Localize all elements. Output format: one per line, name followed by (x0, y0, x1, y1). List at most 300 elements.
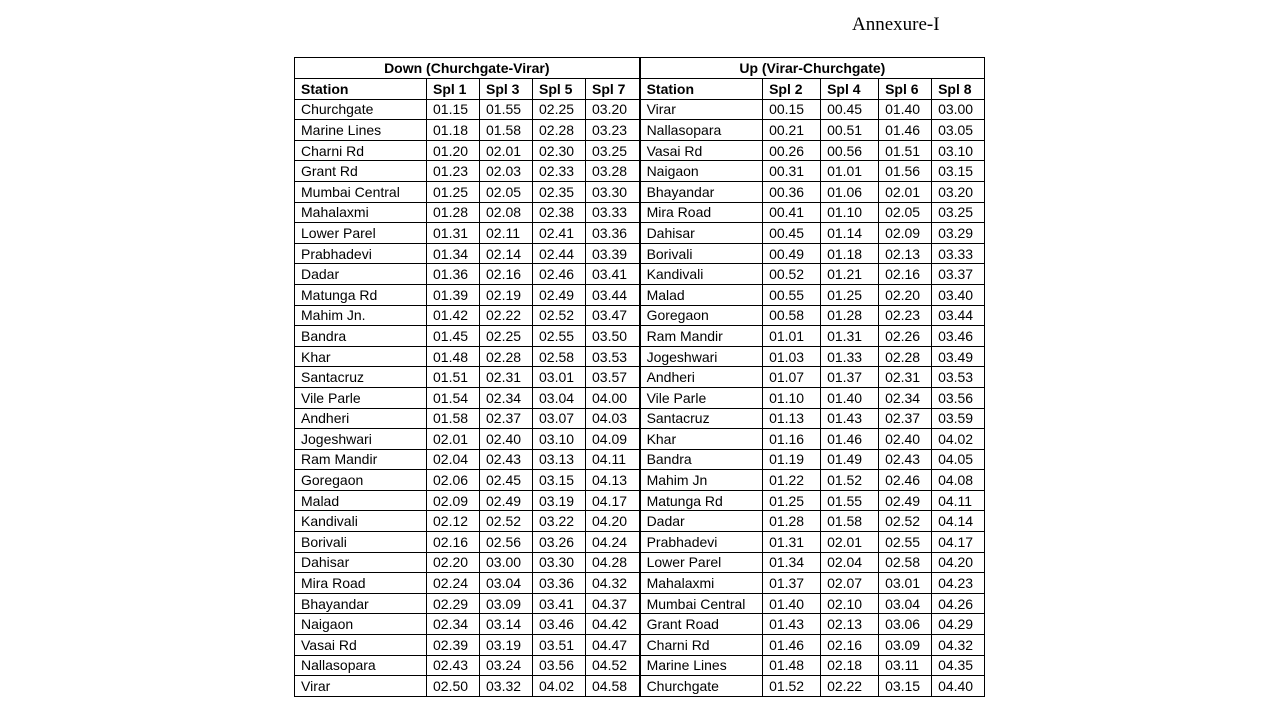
up-time-cell: 04.26 (932, 593, 985, 614)
table-row (295, 490, 985, 511)
table-row (295, 655, 985, 676)
table-row (295, 532, 985, 553)
down-station-cell: Borivali (295, 532, 427, 553)
table-row (295, 305, 985, 326)
up-time-cell: 02.55 (879, 532, 932, 553)
down-time-cell: 03.00 (480, 552, 533, 573)
down-station-cell: Ram Mandir (295, 449, 427, 470)
table-row (295, 593, 985, 614)
table-row (295, 470, 985, 491)
up-time-cell: 03.04 (879, 593, 932, 614)
down-time-cell: 03.32 (480, 676, 533, 697)
down-station-cell: Dadar (295, 264, 427, 285)
up-time-cell: 03.46 (932, 326, 985, 347)
table-row (295, 429, 985, 450)
timetable-body (295, 99, 985, 696)
down-time-cell: 03.50 (586, 326, 640, 347)
up-time-cell: 00.26 (763, 140, 821, 161)
up-time-cell: 02.28 (879, 346, 932, 367)
up-time-cell: 02.05 (879, 202, 932, 223)
down-station-cell: Churchgate (295, 99, 427, 120)
down-time-cell: 03.30 (533, 552, 586, 573)
down-time-cell: 01.55 (480, 99, 533, 120)
up-time-cell: 04.05 (932, 449, 985, 470)
down-spl-1-header: Spl 1 (427, 79, 480, 100)
up-station-cell: Jogeshwari (640, 346, 763, 367)
down-time-cell: 03.20 (586, 99, 640, 120)
table-row (295, 614, 985, 635)
down-time-cell: 03.23 (586, 120, 640, 141)
up-time-cell: 02.07 (821, 573, 879, 594)
down-time-cell: 03.15 (533, 470, 586, 491)
table-row (295, 120, 985, 141)
up-time-cell: 00.49 (763, 243, 821, 264)
down-station-cell: Nallasopara (295, 655, 427, 676)
up-time-cell: 01.25 (763, 490, 821, 511)
down-time-cell: 03.33 (586, 202, 640, 223)
down-time-cell: 01.25 (427, 181, 480, 202)
up-time-cell: 04.40 (932, 676, 985, 697)
down-station-cell: Bhayandar (295, 593, 427, 614)
up-time-cell: 01.52 (821, 470, 879, 491)
up-station-cell: Mumbai Central (640, 593, 763, 614)
up-time-cell: 04.14 (932, 511, 985, 532)
up-station-cell: Santacruz (640, 408, 763, 429)
down-station-cell: Naigaon (295, 614, 427, 635)
down-time-cell: 02.29 (427, 593, 480, 614)
down-station-cell: Marine Lines (295, 120, 427, 141)
up-time-cell: 02.16 (879, 264, 932, 285)
down-time-cell: 02.34 (427, 614, 480, 635)
down-time-cell: 03.26 (533, 532, 586, 553)
up-time-cell: 02.13 (879, 243, 932, 264)
down-time-cell: 03.24 (480, 655, 533, 676)
down-time-cell: 01.15 (427, 99, 480, 120)
up-time-cell: 03.10 (932, 140, 985, 161)
down-station-cell: Charni Rd (295, 140, 427, 161)
down-time-cell: 03.07 (533, 408, 586, 429)
up-time-cell: 03.44 (932, 305, 985, 326)
down-time-cell: 02.25 (533, 99, 586, 120)
down-time-cell: 02.28 (533, 120, 586, 141)
down-time-cell: 03.14 (480, 614, 533, 635)
down-time-cell: 02.37 (480, 408, 533, 429)
table-row (295, 635, 985, 656)
up-time-cell: 00.52 (763, 264, 821, 285)
down-station-cell: Goregaon (295, 470, 427, 491)
down-time-cell: 04.37 (586, 593, 640, 614)
up-station-cell: Andheri (640, 367, 763, 388)
up-time-cell: 00.15 (763, 99, 821, 120)
up-time-cell: 01.40 (879, 99, 932, 120)
table-row (295, 181, 985, 202)
up-time-cell: 03.53 (932, 367, 985, 388)
down-time-cell: 03.10 (533, 429, 586, 450)
down-time-cell: 02.33 (533, 161, 586, 182)
up-time-cell: 01.14 (821, 223, 879, 244)
up-time-cell: 01.16 (763, 429, 821, 450)
down-time-cell: 01.34 (427, 243, 480, 264)
up-time-cell: 01.58 (821, 511, 879, 532)
down-time-cell: 02.09 (427, 490, 480, 511)
down-time-cell: 03.30 (586, 181, 640, 202)
down-direction-title: Down (Churchgate-Virar) (295, 58, 640, 79)
down-time-cell: 04.11 (586, 449, 640, 470)
up-time-cell: 01.25 (821, 284, 879, 305)
up-time-cell: 01.21 (821, 264, 879, 285)
down-station-cell: Dahisar (295, 552, 427, 573)
down-time-cell: 04.17 (586, 490, 640, 511)
down-time-cell: 02.11 (480, 223, 533, 244)
down-station-cell: Mumbai Central (295, 181, 427, 202)
table-row (295, 99, 985, 120)
down-time-cell: 01.54 (427, 387, 480, 408)
up-time-cell: 02.01 (879, 181, 932, 202)
up-time-cell: 01.33 (821, 346, 879, 367)
down-time-cell: 02.35 (533, 181, 586, 202)
down-time-cell: 02.03 (480, 161, 533, 182)
up-station-cell: Mahalaxmi (640, 573, 763, 594)
down-time-cell: 02.43 (480, 449, 533, 470)
up-time-cell: 01.31 (763, 532, 821, 553)
up-time-cell: 04.02 (932, 429, 985, 450)
down-station-cell: Bandra (295, 326, 427, 347)
table-row (295, 573, 985, 594)
up-time-cell: 01.18 (821, 243, 879, 264)
up-station-header: Station (640, 79, 763, 100)
up-time-cell: 02.22 (821, 676, 879, 697)
down-station-cell: Vasai Rd (295, 635, 427, 656)
down-time-cell: 04.24 (586, 532, 640, 553)
up-time-cell: 04.29 (932, 614, 985, 635)
up-time-cell: 03.56 (932, 387, 985, 408)
up-station-cell: Marine Lines (640, 655, 763, 676)
up-station-cell: Lower Parel (640, 552, 763, 573)
up-station-cell: Ram Mandir (640, 326, 763, 347)
down-time-cell: 03.19 (480, 635, 533, 656)
down-time-cell: 02.25 (480, 326, 533, 347)
down-time-cell: 03.57 (586, 367, 640, 388)
up-time-cell: 03.20 (932, 181, 985, 202)
table-row (295, 552, 985, 573)
down-time-cell: 02.05 (480, 181, 533, 202)
down-time-cell: 04.03 (586, 408, 640, 429)
table-row (295, 202, 985, 223)
column-header-row (295, 79, 985, 100)
up-time-cell: 01.10 (763, 387, 821, 408)
down-time-cell: 03.19 (533, 490, 586, 511)
down-time-cell: 02.52 (533, 305, 586, 326)
down-spl-3-header: Spl 3 (480, 79, 533, 100)
down-time-cell: 04.13 (586, 470, 640, 491)
up-time-cell: 02.52 (879, 511, 932, 532)
up-time-cell: 01.52 (763, 676, 821, 697)
up-station-cell: Goregaon (640, 305, 763, 326)
up-time-cell: 02.10 (821, 593, 879, 614)
down-time-cell: 03.28 (586, 161, 640, 182)
down-station-cell: Mira Road (295, 573, 427, 594)
up-spl-6-header: Spl 6 (879, 79, 932, 100)
down-time-cell: 02.31 (480, 367, 533, 388)
down-time-cell: 01.31 (427, 223, 480, 244)
up-time-cell: 03.15 (932, 161, 985, 182)
up-time-cell: 03.37 (932, 264, 985, 285)
down-time-cell: 01.36 (427, 264, 480, 285)
up-time-cell: 00.58 (763, 305, 821, 326)
up-time-cell: 00.51 (821, 120, 879, 141)
down-time-cell: 03.13 (533, 449, 586, 470)
down-time-cell: 03.41 (586, 264, 640, 285)
down-time-cell: 02.16 (480, 264, 533, 285)
down-time-cell: 04.09 (586, 429, 640, 450)
down-station-cell: Mahim Jn. (295, 305, 427, 326)
down-time-cell: 01.58 (480, 120, 533, 141)
up-time-cell: 02.16 (821, 635, 879, 656)
up-station-cell: Mira Road (640, 202, 763, 223)
up-time-cell: 00.56 (821, 140, 879, 161)
up-station-cell: Kandivali (640, 264, 763, 285)
down-time-cell: 02.44 (533, 243, 586, 264)
up-time-cell: 02.20 (879, 284, 932, 305)
up-station-cell: Malad (640, 284, 763, 305)
down-station-cell: Mahalaxmi (295, 202, 427, 223)
up-time-cell: 01.43 (763, 614, 821, 635)
up-time-cell: 01.49 (821, 449, 879, 470)
up-station-cell: Mahim Jn (640, 470, 763, 491)
up-time-cell: 04.17 (932, 532, 985, 553)
up-time-cell: 02.49 (879, 490, 932, 511)
up-station-cell: Khar (640, 429, 763, 450)
table-row (295, 449, 985, 470)
down-time-cell: 04.02 (533, 676, 586, 697)
down-time-cell: 03.01 (533, 367, 586, 388)
down-station-cell: Vile Parle (295, 387, 427, 408)
down-time-cell: 02.50 (427, 676, 480, 697)
down-time-cell: 02.16 (427, 532, 480, 553)
down-time-cell: 02.49 (480, 490, 533, 511)
down-time-cell: 03.44 (586, 284, 640, 305)
up-time-cell: 02.26 (879, 326, 932, 347)
down-time-cell: 03.46 (533, 614, 586, 635)
table-row (295, 243, 985, 264)
down-station-cell: Matunga Rd (295, 284, 427, 305)
down-time-cell: 02.01 (427, 429, 480, 450)
up-time-cell: 02.40 (879, 429, 932, 450)
up-time-cell: 01.03 (763, 346, 821, 367)
down-time-cell: 03.56 (533, 655, 586, 676)
up-time-cell: 03.59 (932, 408, 985, 429)
up-spl-2-header: Spl 2 (763, 79, 821, 100)
down-time-cell: 03.36 (586, 223, 640, 244)
down-station-cell: Kandivali (295, 511, 427, 532)
table-row (295, 223, 985, 244)
down-time-cell: 04.20 (586, 511, 640, 532)
up-direction-title: Up (Virar-Churchgate) (640, 58, 985, 79)
up-spl-4-header: Spl 4 (821, 79, 879, 100)
up-station-cell: Virar (640, 99, 763, 120)
down-time-cell: 01.18 (427, 120, 480, 141)
up-time-cell: 01.46 (821, 429, 879, 450)
down-time-cell: 03.22 (533, 511, 586, 532)
direction-header-row (295, 58, 985, 79)
down-time-cell: 02.49 (533, 284, 586, 305)
down-time-cell: 04.52 (586, 655, 640, 676)
up-time-cell: 01.40 (821, 387, 879, 408)
up-time-cell: 00.31 (763, 161, 821, 182)
up-station-cell: Charni Rd (640, 635, 763, 656)
up-time-cell: 00.55 (763, 284, 821, 305)
up-time-cell: 03.33 (932, 243, 985, 264)
up-time-cell: 02.58 (879, 552, 932, 573)
up-time-cell: 03.15 (879, 676, 932, 697)
up-station-cell: Borivali (640, 243, 763, 264)
up-time-cell: 04.11 (932, 490, 985, 511)
up-station-cell: Dadar (640, 511, 763, 532)
up-station-cell: Prabhadevi (640, 532, 763, 553)
down-time-cell: 03.53 (586, 346, 640, 367)
up-time-cell: 02.34 (879, 387, 932, 408)
up-time-cell: 03.40 (932, 284, 985, 305)
up-time-cell: 03.11 (879, 655, 932, 676)
table-row (295, 511, 985, 532)
down-station-cell: Jogeshwari (295, 429, 427, 450)
down-spl-7-header: Spl 7 (586, 79, 640, 100)
down-time-cell: 02.56 (480, 532, 533, 553)
down-time-cell: 04.58 (586, 676, 640, 697)
down-time-cell: 01.45 (427, 326, 480, 347)
table-row (295, 264, 985, 285)
down-time-cell: 02.04 (427, 449, 480, 470)
up-spl-8-header: Spl 8 (932, 79, 985, 100)
up-time-cell: 03.09 (879, 635, 932, 656)
down-time-cell: 02.34 (480, 387, 533, 408)
up-station-cell: Grant Road (640, 614, 763, 635)
down-time-cell: 01.20 (427, 140, 480, 161)
down-time-cell: 03.51 (533, 635, 586, 656)
up-time-cell: 02.43 (879, 449, 932, 470)
down-time-cell: 04.42 (586, 614, 640, 635)
down-time-cell: 02.20 (427, 552, 480, 573)
table-row (295, 387, 985, 408)
up-time-cell: 00.45 (763, 223, 821, 244)
table-row (295, 284, 985, 305)
table-row (295, 346, 985, 367)
up-time-cell: 02.18 (821, 655, 879, 676)
up-time-cell: 00.41 (763, 202, 821, 223)
up-time-cell: 01.34 (763, 552, 821, 573)
up-station-cell: Matunga Rd (640, 490, 763, 511)
up-station-cell: Vile Parle (640, 387, 763, 408)
up-time-cell: 03.25 (932, 202, 985, 223)
up-time-cell: 01.46 (879, 120, 932, 141)
table-row (295, 676, 985, 697)
up-station-cell: Vasai Rd (640, 140, 763, 161)
down-spl-5-header: Spl 5 (533, 79, 586, 100)
down-time-cell: 01.58 (427, 408, 480, 429)
up-time-cell: 02.37 (879, 408, 932, 429)
down-time-cell: 03.39 (586, 243, 640, 264)
up-time-cell: 01.43 (821, 408, 879, 429)
down-time-cell: 02.24 (427, 573, 480, 594)
annexure-title: Annexure-I (852, 14, 940, 35)
up-time-cell: 02.04 (821, 552, 879, 573)
table-row (295, 367, 985, 388)
down-time-cell: 02.46 (533, 264, 586, 285)
down-time-cell: 02.52 (480, 511, 533, 532)
down-station-cell: Lower Parel (295, 223, 427, 244)
up-time-cell: 02.13 (821, 614, 879, 635)
up-time-cell: 01.07 (763, 367, 821, 388)
up-time-cell: 01.22 (763, 470, 821, 491)
up-time-cell: 03.01 (879, 573, 932, 594)
down-station-cell: Virar (295, 676, 427, 697)
down-time-cell: 02.38 (533, 202, 586, 223)
down-time-cell: 02.22 (480, 305, 533, 326)
down-time-cell: 01.28 (427, 202, 480, 223)
down-time-cell: 02.55 (533, 326, 586, 347)
up-time-cell: 00.45 (821, 99, 879, 120)
down-time-cell: 02.41 (533, 223, 586, 244)
down-time-cell: 03.47 (586, 305, 640, 326)
up-time-cell: 04.08 (932, 470, 985, 491)
up-time-cell: 03.06 (879, 614, 932, 635)
down-time-cell: 02.43 (427, 655, 480, 676)
up-time-cell: 01.01 (763, 326, 821, 347)
table-row (295, 326, 985, 347)
up-time-cell: 01.55 (821, 490, 879, 511)
down-time-cell: 01.23 (427, 161, 480, 182)
down-time-cell: 03.25 (586, 140, 640, 161)
up-time-cell: 01.31 (821, 326, 879, 347)
down-station-cell: Khar (295, 346, 427, 367)
down-time-cell: 02.40 (480, 429, 533, 450)
down-time-cell: 02.06 (427, 470, 480, 491)
up-time-cell: 01.40 (763, 593, 821, 614)
timetable (294, 57, 985, 697)
up-station-cell: Nallasopara (640, 120, 763, 141)
down-time-cell: 01.42 (427, 305, 480, 326)
up-time-cell: 01.46 (763, 635, 821, 656)
up-time-cell: 04.35 (932, 655, 985, 676)
up-time-cell: 01.56 (879, 161, 932, 182)
down-time-cell: 03.09 (480, 593, 533, 614)
up-time-cell: 02.01 (821, 532, 879, 553)
up-time-cell: 01.19 (763, 449, 821, 470)
up-time-cell: 00.36 (763, 181, 821, 202)
down-station-cell: Prabhadevi (295, 243, 427, 264)
down-time-cell: 02.30 (533, 140, 586, 161)
up-time-cell: 01.37 (763, 573, 821, 594)
down-station-cell: Malad (295, 490, 427, 511)
table-row (295, 161, 985, 182)
up-time-cell: 01.37 (821, 367, 879, 388)
down-time-cell: 03.36 (533, 573, 586, 594)
down-time-cell: 02.39 (427, 635, 480, 656)
down-station-cell: Andheri (295, 408, 427, 429)
up-time-cell: 01.28 (821, 305, 879, 326)
table-row (295, 140, 985, 161)
down-time-cell: 01.39 (427, 284, 480, 305)
down-station-cell: Grant Rd (295, 161, 427, 182)
up-time-cell: 04.32 (932, 635, 985, 656)
up-time-cell: 03.29 (932, 223, 985, 244)
up-time-cell: 03.49 (932, 346, 985, 367)
up-station-cell: Dahisar (640, 223, 763, 244)
up-time-cell: 04.20 (932, 552, 985, 573)
up-station-cell: Bandra (640, 449, 763, 470)
up-time-cell: 02.09 (879, 223, 932, 244)
up-time-cell: 04.23 (932, 573, 985, 594)
